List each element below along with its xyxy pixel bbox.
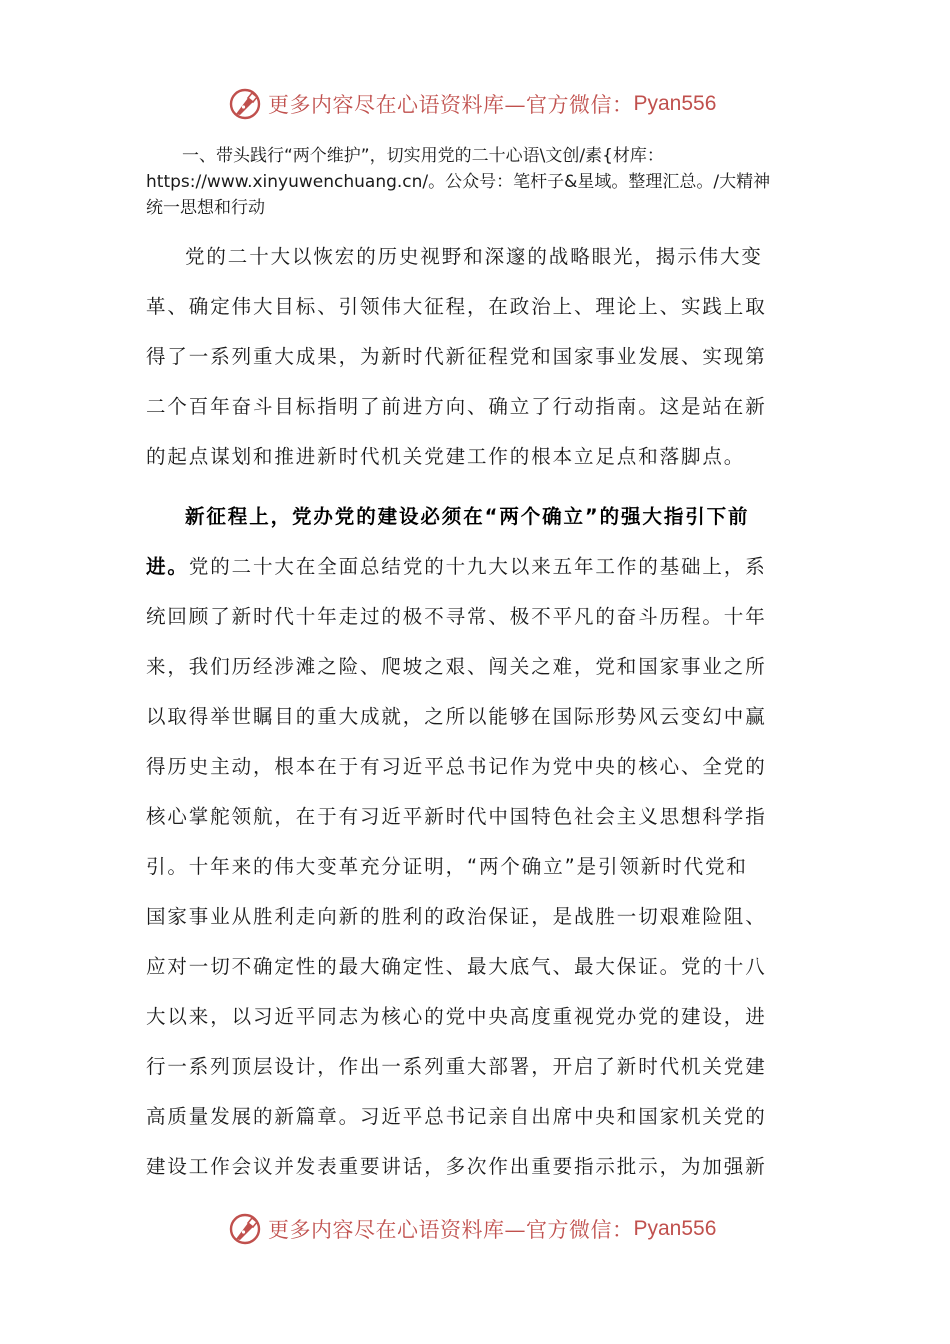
paragraph-line	[146, 542, 806, 592]
paragraph-line: 党的二十大以恢宏的历史视野和深邃的战略眼光，揭示伟大变	[185, 245, 763, 268]
paragraph-line: 大以来，以习近平同志为核心的党中央高度重视党办党的建设，进	[146, 1005, 767, 1028]
banner-text: 更多内容尽在心语资料库—官方微信：	[268, 1218, 634, 1242]
paragraph-line: 二个百年奋斗目标指明了前进方向、确立了行动指南。这是站在新	[146, 395, 767, 418]
paragraph-line: 行一系列顶层设计，作出一系列重大部署，开启了新时代机关党建	[146, 1055, 767, 1078]
paragraph-line: 以取得举世瞩目的重大成就，之所以能够在国际形势风云变幻中赢	[146, 705, 767, 728]
paragraph-line: 得历史主动，根本在于有习近平总书记作为党中央的核心、全党的	[146, 755, 767, 778]
footer-banner	[228, 1209, 716, 1249]
paragraph-line: 革、确定伟大目标、引领伟大征程，在政治上、理论上、实践上取	[146, 295, 767, 318]
bold-lead-sentence: 新征程上，党办党的建设必须在“两个确立”的强大指引下前	[185, 505, 750, 528]
paragraph-line: 高质量发展的新篇章。习近平总书记亲自出席中央和国家机关党的	[146, 1105, 767, 1128]
paragraph-line: 建设工作会议并发表重要讲话，多次作出重要指示批示，为加强新	[146, 1155, 767, 1178]
paragraph-line: 应对一切不确定性的最大确定性、最大底气、最大保证。党的十八	[146, 955, 767, 978]
paragraph-line: 引。十年来的伟大变革充分证明，“两个确立”是引领新时代党和	[146, 855, 748, 878]
banner-wechat-id: Pyan556	[633, 1217, 717, 1240]
paragraph-line: 国家事业从胜利走向新的胜利的政治保证，是战胜一切艰难险阻、	[146, 905, 767, 928]
heading-line: 一、带头践行“两个维护”，切实用党的二十心语\文创/素{材库：	[182, 146, 664, 166]
paragraph-text: 党的二十大在全面总结党的十九大以来五年工作的基础上，系	[188, 555, 767, 578]
paragraph-line: 的起点谋划和推进新时代机关党建工作的根本立足点和落脚点。	[146, 445, 746, 468]
header-banner	[228, 84, 716, 124]
body-paragraph-2	[146, 492, 806, 1192]
banner-text: 更多内容尽在心语资料库—官方微信：	[268, 93, 634, 117]
paragraph-line: 统回顾了新时代十年走过的极不寻常、极不平凡的奋斗历程。十年	[146, 605, 767, 628]
banner-wechat-id: Pyan556	[633, 92, 717, 115]
pen-nib-circle-logo-icon	[228, 1212, 262, 1246]
paragraph-line	[146, 492, 806, 542]
heading-line: https://www.xinyuwenchuang.cn/。公众号：笔杆子&星域。整理汇总。/大精神	[146, 172, 771, 192]
heading-line: 统一思想和行动	[146, 198, 265, 218]
paragraph-line: 得了一系列重大成果，为新时代新征程党和国家事业发展、实现第	[146, 345, 767, 368]
body-paragraph-1	[146, 232, 806, 482]
bold-lead-sentence-end: 进。	[146, 555, 189, 578]
paragraph-line: 来，我们历经涉滩之险、爬坡之艰、闯关之难，党和国家事业之所	[146, 655, 767, 678]
pen-nib-circle-logo-icon	[228, 87, 262, 121]
section-heading	[146, 143, 806, 221]
paragraph-line: 核心掌舵领航，在于有习近平新时代中国特色社会主义思想科学指	[146, 805, 767, 828]
